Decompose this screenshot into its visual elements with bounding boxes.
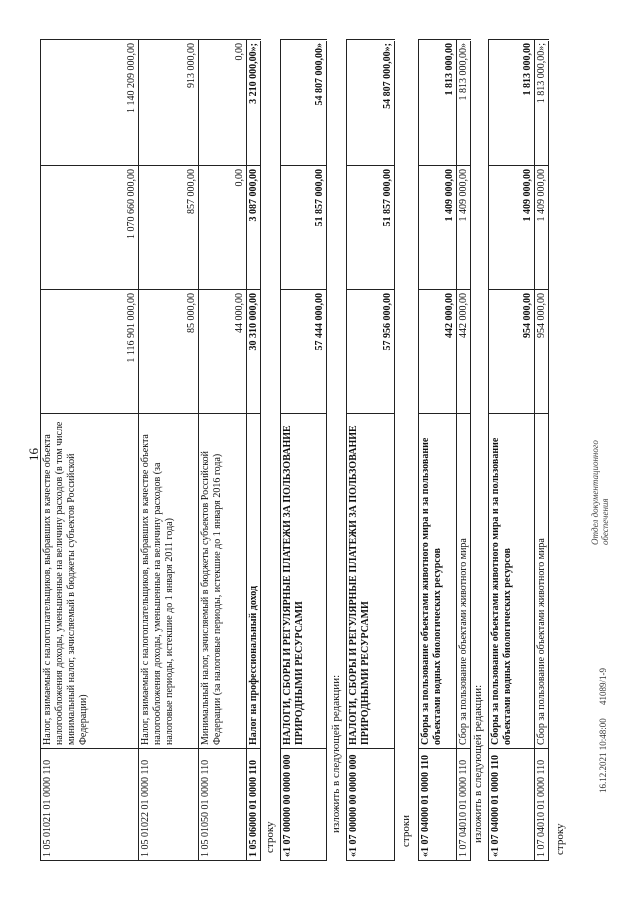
- row-name: Налог, взимаемый с налогоплательщиков, выбравших в качестве объекта налогообложения доходы, уменьшенные на величину расходов (за налоговые периоды, истекшие до 1 января 2011 года): [139, 413, 199, 748]
- table-row: [456, 39, 471, 861]
- row-value-3: 913 000,00: [186, 43, 197, 88]
- row-value-2: 857 000,00: [139, 165, 199, 289]
- row-value-1: 57 956 000,00: [347, 289, 395, 413]
- instruction-text: строку: [264, 821, 276, 853]
- footer-doc-id: 41089/1-9: [598, 668, 608, 705]
- table-row: [246, 39, 261, 861]
- row-value-3: 3 210 000,00»;: [248, 43, 259, 104]
- table-row: [280, 39, 327, 861]
- row-code: «1 07 00000 00 0000 000: [347, 748, 395, 860]
- table-row: [40, 39, 139, 861]
- row-code: «1 07 00000 00 0000 000: [281, 748, 327, 860]
- row-value-1: 44 000,00: [199, 289, 247, 413]
- page-number: 16: [26, 448, 41, 461]
- row-value-2: 1 409 000,00: [489, 165, 535, 289]
- row-value-3: 54 807 000,00»: [314, 43, 325, 106]
- row-code: 1 05 06000 01 0000 110: [247, 748, 261, 860]
- row-value-1: 1 116 901 000,00: [41, 289, 139, 413]
- row-value-1: 954 000,00: [535, 289, 549, 413]
- table-border: [260, 41, 261, 861]
- row-name: Сбор за пользование объектами животного мира: [535, 413, 549, 748]
- table-row: [138, 39, 199, 861]
- row-value-3: 1 813 000,00»;: [536, 43, 547, 104]
- row-value-2: 3 087 000,00: [247, 165, 261, 289]
- row-code: 1 07 04010 01 0000 110: [535, 748, 549, 860]
- row-name: НАЛОГИ, СБОРЫ И РЕГУЛЯРНЫЕ ПЛАТЕЖИ ЗА ПОЛЬЗОВАНИЕ ПРИРОДНЫМИ РЕСУРСАМИ: [347, 413, 395, 748]
- row-code: 1 05 01022 01 0000 110: [139, 748, 199, 860]
- row-value-1: 85 000,00: [139, 289, 199, 413]
- row-value-1: 57 444 000,00: [281, 289, 327, 413]
- row-name: НАЛОГИ, СБОРЫ И РЕГУЛЯРНЫЕ ПЛАТЕЖИ ЗА ПОЛЬЗОВАНИЕ ПРИРОДНЫМИ РЕСУРСАМИ: [281, 413, 327, 748]
- row-code: «1 07 04000 01 0000 110: [419, 748, 457, 860]
- row-name: Сборы за пользование объектами животного мира и за пользование объектами водных биологических ресурсов: [489, 413, 535, 748]
- table-row: [346, 39, 395, 861]
- row-code: «1 07 04000 01 0000 110: [489, 748, 535, 860]
- row-value-3: 1 140 209 000,00: [126, 43, 137, 113]
- row-value-1: 442 000,00: [419, 289, 457, 413]
- row-name: Сбор за пользование объектами животного мира: [457, 413, 471, 748]
- row-name: Минимальный налог, зачисляемый в бюджеты субъектов Российской Федерации (за налоговые периоды, истекшие до 1 января 2016 года): [199, 413, 247, 748]
- row-value-3: 0,00: [234, 43, 245, 61]
- instruction-text: строку: [554, 823, 566, 855]
- row-value-2: 1 409 000,00: [457, 165, 471, 289]
- row-value-2: 1 070 660 000,00: [41, 165, 139, 289]
- row-code: 1 05 01050 01 0000 110: [199, 748, 247, 860]
- row-value-2: 1 409 000,00: [535, 165, 549, 289]
- table-border: [548, 41, 549, 861]
- table-border: [326, 41, 327, 861]
- table-row: [534, 39, 549, 861]
- instruction-text: изложить в следующей редакции:: [472, 684, 484, 843]
- row-value-3: 1 813 000,00: [522, 43, 533, 96]
- row-value-3: 1 813 000,00: [444, 43, 455, 96]
- table-row: [198, 39, 247, 861]
- table-row: [418, 39, 457, 861]
- row-value-1: 30 310 000,00: [247, 289, 261, 413]
- footer-datetime: 16.12.2021 10:48:00: [598, 718, 608, 793]
- table-row: [488, 39, 535, 861]
- table-border: [470, 41, 471, 861]
- row-code: 1 05 01021 01 0000 110: [41, 748, 139, 860]
- row-name: Налог, взимаемый с налогоплательщиков, выбравших в качестве объекта налогообложения доходы, уменьшенные на величину расходов (в том числе минимальный налог, зачисляемый в бюджеты субъектов Российской Федерации): [41, 413, 139, 748]
- row-name: Налог на профессиональный доход: [247, 413, 261, 748]
- instruction-text: изложить в следующей редакции:: [330, 674, 342, 833]
- row-value-2: 1 409 000,00: [419, 165, 457, 289]
- row-value-2: 0,00: [199, 165, 247, 289]
- row-value-3: 1 813 000,00»: [458, 43, 469, 101]
- row-value-3: 54 807 000,00»;: [382, 43, 393, 109]
- row-value-1: 442 000,00: [457, 289, 471, 413]
- instruction-text: строки: [400, 814, 412, 847]
- row-value-2: 51 857 000,00: [347, 165, 395, 289]
- row-value-1: 954 000,00: [489, 289, 535, 413]
- row-code: 1 07 04010 01 0000 110: [457, 748, 471, 860]
- row-value-2: 51 857 000,00: [281, 165, 327, 289]
- department-signature: Отдел документационного обеспечения: [590, 440, 610, 545]
- row-name: Сборы за пользование объектами животного мира и за пользование объектами водных биологических ресурсов: [419, 413, 457, 748]
- table-border: [394, 41, 395, 861]
